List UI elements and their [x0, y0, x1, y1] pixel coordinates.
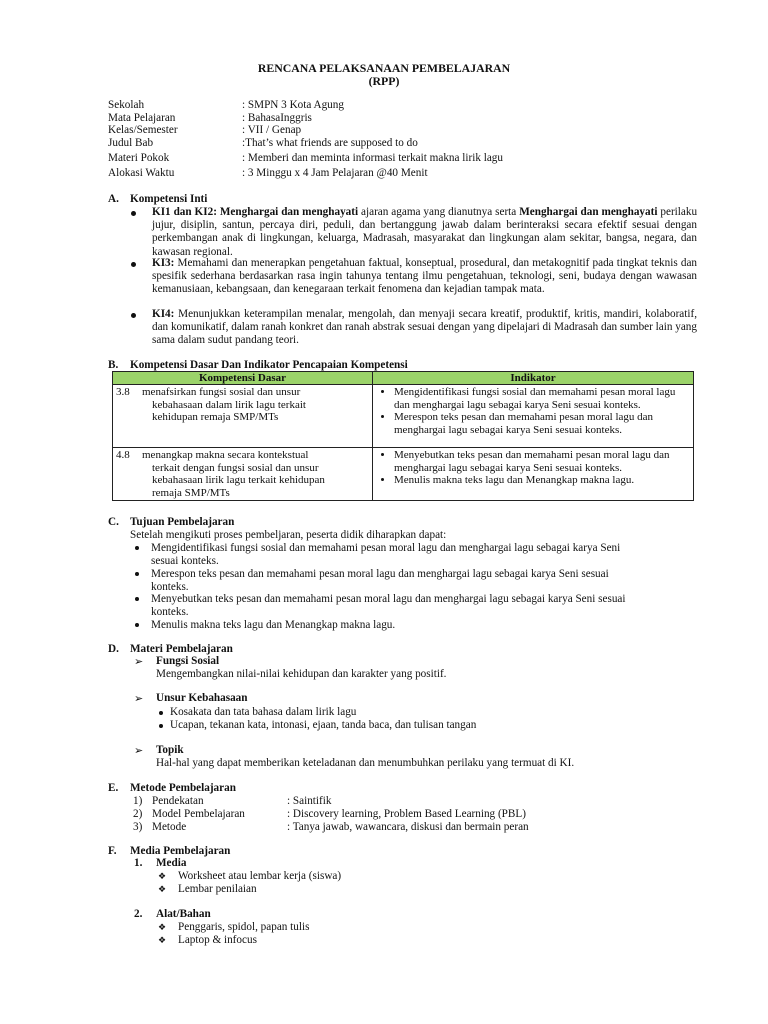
list-item-continuation: konteks. [151, 606, 189, 618]
identity-label: Judul Bab [108, 137, 154, 149]
metode-label: Model Pembelajaran [152, 808, 245, 820]
metode-value: : Tanya jawab, wawancara, diskusi dan bermain peran [287, 821, 529, 833]
arrow-bullet-icon: ➢ [134, 655, 144, 668]
identity-value: : BahasaInggris [242, 112, 312, 124]
ki-item: KI3: Memahami dan menerapkan pengetahuan faktual, konseptual, prosedural, dan metakognitif pada tingkat teknis dan spesifik sederhana berdasarkan rasa ingin tahunya tentang ilmu pengetahuan, teknologi, seni, budaya dengan wawasan kemanusiaan, kebangsaan, dan kenegaraan terkait fenomena dan kejadian tampak mata. [152, 257, 698, 296]
bullet-icon [135, 572, 139, 576]
list-item: • Menulis makna teks lagu dan Menangkap makna lagu. [394, 474, 690, 486]
list-item-continuation: konteks. [151, 581, 189, 593]
column-header-kd: Kompetensi Dasar [113, 372, 373, 385]
list-item: Menulis makna teks lagu dan Menangkap makna lagu. [151, 619, 396, 631]
diamond-bullet-icon: ❖ [158, 936, 167, 946]
identity-value: : 3 Minggu x 4 Jam Pelajaran @40 Menit [242, 167, 428, 179]
document-title: RENCANA PELAKSANAAN PEMBELAJARAN [257, 61, 511, 75]
metode-number: 1) [133, 795, 143, 807]
arrow-bullet-icon: ➢ [134, 692, 144, 705]
subheading-unsur-kebahasaan: Unsur Kebahasaan [156, 692, 248, 704]
table-header-row [113, 372, 694, 385]
document-subtitle: (RPP) [368, 74, 400, 88]
section-a-heading: A. Kompetensi Inti [108, 193, 208, 205]
metode-value: : Saintifik [287, 795, 332, 807]
kd-cell: 3.8 menafsirkan fungsi sosial dan unsur kebahasaan dalam lirik lagu terkait kehidupan remaja SMP/MTs [113, 385, 373, 448]
identity-value: : Memberi dan meminta informasi terkait makna lirik lagu [242, 152, 503, 164]
subheading-fungsi-sosial: Fungsi Sosial [156, 655, 220, 667]
tujuan-intro: Setelah mengikuti proses pembeljaran, peserta didik diharapkan dapat: [130, 529, 447, 541]
identity-label: Kelas/Semester [108, 124, 178, 136]
kd-indicator-table [112, 371, 694, 501]
identity-value: : VII / Genap [242, 124, 302, 136]
identity-label: Mata Pelajaran [108, 112, 176, 124]
list-item: Ucapan, tekanan kata, intonasi, ejaan, tanda baca, dan tulisan tangan [170, 719, 477, 731]
metode-label: Pendekatan [152, 795, 204, 807]
identity-value: : SMPN 3 Kota Agung [242, 99, 344, 111]
list-item: Penggaris, spidol, papan tulis [178, 921, 310, 933]
metode-number: 2) [133, 808, 143, 820]
subheading-alat-bahan: Alat/Bahan [156, 908, 211, 920]
media-number: 1. [134, 857, 143, 869]
topik-text: Hal-hal yang dapat memberikan keteladanan dan menumbuhkan perilaku yang termuat di KI. [156, 757, 575, 769]
section-c-heading: C. Tujuan Pembelajaran [108, 516, 235, 528]
bullet-icon [135, 597, 139, 601]
section-f-heading: F. Media Pembelajaran [108, 845, 231, 857]
diamond-bullet-icon: ❖ [158, 885, 167, 895]
identity-value: :That’s what friends are supposed to do [242, 137, 418, 149]
identity-label: Sekolah [108, 99, 145, 111]
subheading-media: Media [156, 857, 187, 869]
section-e-heading: E. Metode Pembelajaran [108, 782, 236, 794]
diamond-bullet-icon: ❖ [158, 923, 167, 933]
subheading-topik: Topik [156, 744, 184, 756]
bullet-icon [159, 711, 163, 715]
column-header-indicator: Indikator [373, 372, 694, 385]
section-d-heading: D. Materi Pembelajaran [108, 643, 233, 655]
diamond-bullet-icon: ❖ [158, 872, 167, 882]
list-item: Worksheet atau lembar kerja (siswa) [178, 870, 342, 882]
bullet-icon [135, 623, 139, 627]
bullet-icon [131, 211, 136, 216]
metode-label: Metode [152, 821, 187, 833]
kd-cell: 4.8 menangkap makna secara kontekstual terkait dengan fungsi sosial dan unsur kebahasaan lirik lagu terkait kehidupan remaja SMP/MTs [113, 448, 373, 501]
arrow-bullet-icon: ➢ [134, 744, 144, 757]
list-item: Lembar penilaian [178, 883, 257, 895]
fungsi-sosial-text: Mengembangkan nilai-nilai kehidupan dan karakter yang positif. [156, 668, 447, 680]
table-row [113, 385, 694, 448]
list-item: Merespon teks pesan dan memahami pesan moral lagu dan menghargai lagu sebagai karya Seni sesuai [151, 568, 609, 580]
bullet-icon [131, 313, 136, 318]
list-item: Mengidentifikasi fungsi sosial dan memahami pesan moral lagu dan menghargai lagu sebagai karya Seni [151, 542, 621, 554]
section-b-heading: B. Kompetensi Dasar Dan Indikator Pencapaian Kompetensi [108, 359, 408, 371]
indicator-cell [373, 385, 694, 448]
list-item: Kosakata dan tata bahasa dalam lirik lagu [170, 706, 357, 718]
list-item: Menyebutkan teks pesan dan memahami pesan moral lagu dan menghargai lagu sebagai karya Seni sesuai [151, 593, 626, 605]
bullet-icon [135, 546, 139, 550]
list-item: • Merespon teks pesan dan memahami pesan moral lagu dan menghargai lagu sebagai karya Seni sesuai konteks. [394, 411, 690, 436]
ki-item: KI4: Menunjukkan keterampilan menalar, mengolah, dan menyaji secara kreatif, produktif, kritis, mandiri, kolaboratif, dan komunikatif, dalam ranah konkret dan ranah abstrak sesuai dengan yang dipelajari di Madrasah dan sumber lain yang sama dalam sudut pandang teori. [152, 308, 697, 347]
table-row [113, 448, 694, 501]
list-item: Laptop & infocus [178, 934, 257, 946]
identity-label: Materi Pokok [108, 152, 170, 164]
indicator-cell [373, 448, 694, 501]
list-item: • Mengidentifikasi fungsi sosial dan memahami pesan moral lagu dan menghargai lagu sebagai karya Seni sesuai konteks. [394, 386, 690, 411]
identity-label: Alokasi Waktu [108, 167, 175, 179]
metode-number: 3) [133, 821, 143, 833]
list-item: • Menyebutkan teks pesan dan memahami pesan moral lagu dan menghargai lagu sebagai karya Seni sesuai konteks. [394, 449, 690, 474]
ki-item: KI1 dan KI2: Menghargai dan menghayati ajaran agama yang dianutnya serta Menghargai dan menghayati perilaku jujur, disiplin, santun, percaya diri, peduli, dan bertanggung jawab dalam berinteraksi secara efektif sesuai dengan perkembangan anak di lingkungan, keluarga, Madrasah, masyarakat dan lingkungan alam sekitar, bangsa, negara, dan kawasan regional. [152, 206, 698, 258]
metode-value: : Discovery learning, Problem Based Learning (PBL) [287, 808, 526, 820]
list-item-continuation: sesuai konteks. [151, 555, 219, 567]
alat-number: 2. [134, 908, 143, 920]
bullet-icon [159, 724, 163, 728]
bullet-icon [131, 262, 136, 267]
